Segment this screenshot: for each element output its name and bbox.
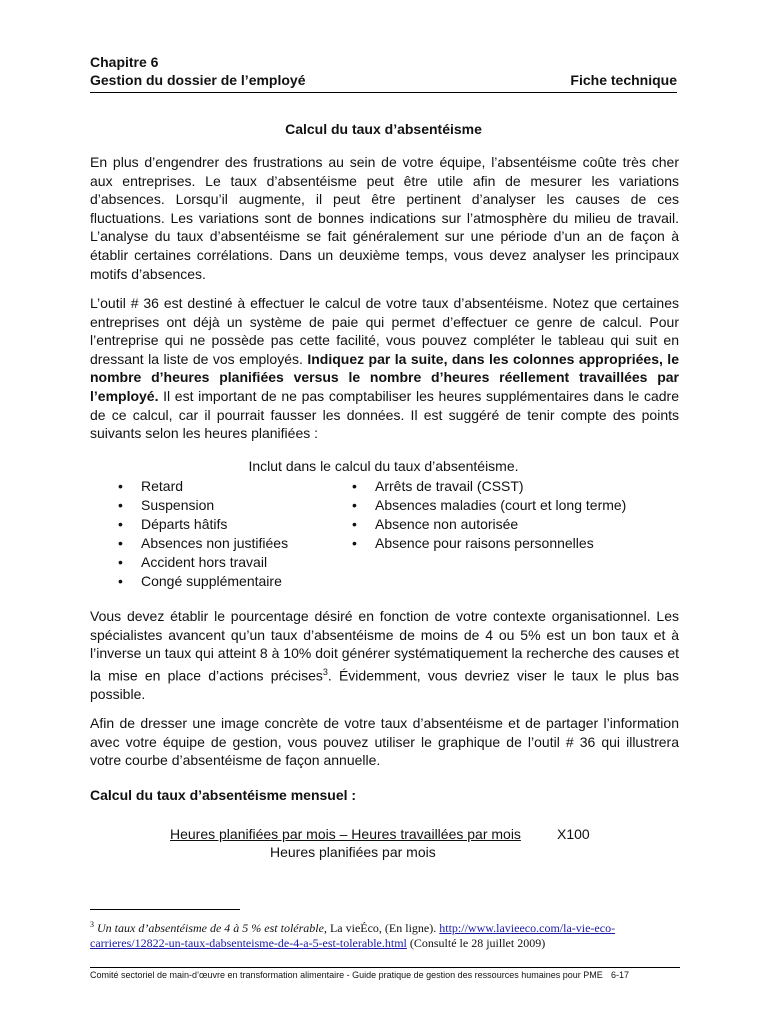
list-item: • Suspension	[116, 496, 288, 515]
list-item: • Accident hors travail	[116, 553, 288, 572]
paragraph-tool-text-b: Il est important de ne pas comptabiliser les heures supplémentaires dans le cadre de ce calcul, car il pourrait fausser les données. Il est suggéré de tenir compte des points suivants selon les heures planifiées :	[90, 387, 679, 442]
list-caption: Inclut dans le calcul du taux d’absentéisme.	[248, 458, 519, 474]
doc-type-label: Fiche technique	[570, 72, 677, 88]
footnote-title: Un taux d’absentéisme de 4 à 5 % est tolérable	[97, 921, 324, 935]
footnote	[90, 917, 680, 951]
formula-denominator: Heures planifiées par mois	[270, 844, 436, 860]
list-item: • Absences non justifiées	[116, 534, 288, 553]
paragraph-intro: En plus d’engendrer des frustrations au sein de votre équipe, l’absentéisme coûte très cher aux entreprises. Le taux d’absentéisme peut être utile afin de mesurer les variations d’absences. Lorsqu’il augmente, il peut être pertinent d’analyser les causes de ces fluctuations. Les variations sont de bonnes indications sur l’atmosphère du milieu de travail. L’analyse du taux d’absentéisme se fait généralement sur une période d’un an de façon à établir certaines corrélations. Dans un deuxième temps, vous devez analyser les principaux motifs d’absences.	[90, 154, 679, 282]
formula-heading: Calcul du taux d’absentéisme mensuel :	[90, 787, 357, 803]
paragraph-percentage-end: . Évidemment, vous devriez viser le taux le plus bas possible.	[90, 667, 679, 703]
footnote-ref: 3	[322, 666, 328, 677]
chapter-label: Chapitre 6	[90, 54, 159, 70]
list-item: • Retard	[116, 477, 288, 496]
footer-text: Comité sectoriel de main-d’œuvre en transformation alimentaire - Guide pratique de gestion des ressources humaines pour PME	[90, 970, 603, 980]
formula-multiplier: X100	[557, 826, 590, 842]
section-title: Gestion du dossier de l’employé	[90, 72, 306, 88]
page-number: 6-17	[611, 970, 630, 980]
paragraph-tool	[90, 294, 679, 443]
footnote-source: , La vieÉco, (En ligne).	[323, 921, 440, 935]
formula-numerator: Heures planifiées par mois – Heures travaillées par mois	[170, 826, 521, 842]
header-divider	[90, 92, 677, 93]
page-title: Calcul du taux d’absentéisme	[285, 121, 482, 137]
footnote-divider	[90, 909, 240, 910]
list-item: • Absence non autorisée	[350, 515, 626, 534]
list-right	[350, 477, 626, 553]
list-left	[116, 477, 288, 591]
list-item: • Congé supplémentaire	[116, 572, 288, 591]
header-row	[90, 72, 677, 88]
footnote-consulted: (Consulté le 28 juillet 2009)	[409, 936, 546, 950]
footnote-link[interactable]: http://www.lavieeco.com/la-vie-eco-carrieres/12822-un-taux-dabsenteisme-de-4-a-5-est-tolerable.html	[90, 921, 616, 950]
paragraph-percentage	[90, 607, 679, 704]
list-item: • Absences maladies (court et long terme)	[350, 496, 626, 515]
list-item: • Départs hâtifs	[116, 515, 288, 534]
paragraph-tool-text-a: L’outil # 36 est destiné à effectuer le calcul de votre taux d’absentéisme. Notez que certaines entreprises ont déjà un système de paie qui permet d’effectuer ce genre de calcul. Pour l’entreprise qui ne possède pas cette facilité, vous pouvez compléter le tableau qui suit en dressant la liste de vos employés.	[90, 295, 679, 367]
list-item: • Absence pour raisons personnelles	[350, 534, 626, 553]
page-footer	[90, 970, 630, 980]
list-item: • Arrêts de travail (CSST)	[350, 477, 626, 496]
paragraph-graph: Afin de dresser une image concrète de votre taux d’absentéisme et de partager l’information avec votre équipe de gestion, vous pouvez utiliser le graphique de l’outil # 36 qui illustrera votre courbe d’absentéisme de façon annuelle.	[90, 715, 679, 769]
paragraph-percentage-text: Vous devez établir le pourcentage désiré en fonction de votre contexte organisationnel. Les spécialistes avancent qu’un taux d’absentéisme de moins de 4 ou 5% est un bon taux et à l’inverse un taux qui atteint 8 à 10% doit générer systématiquement la recherche des causes et la mise en place d’actions précises	[90, 608, 679, 684]
paragraph-tool-bold: Indiquez par la suite, dans les colonnes appropriées, le nombre d’heures planifiées versus le nombre d’heures réellement travaillées par l’employé.	[90, 350, 679, 404]
footnote-number: 3	[90, 920, 94, 929]
footer-divider	[90, 967, 680, 968]
